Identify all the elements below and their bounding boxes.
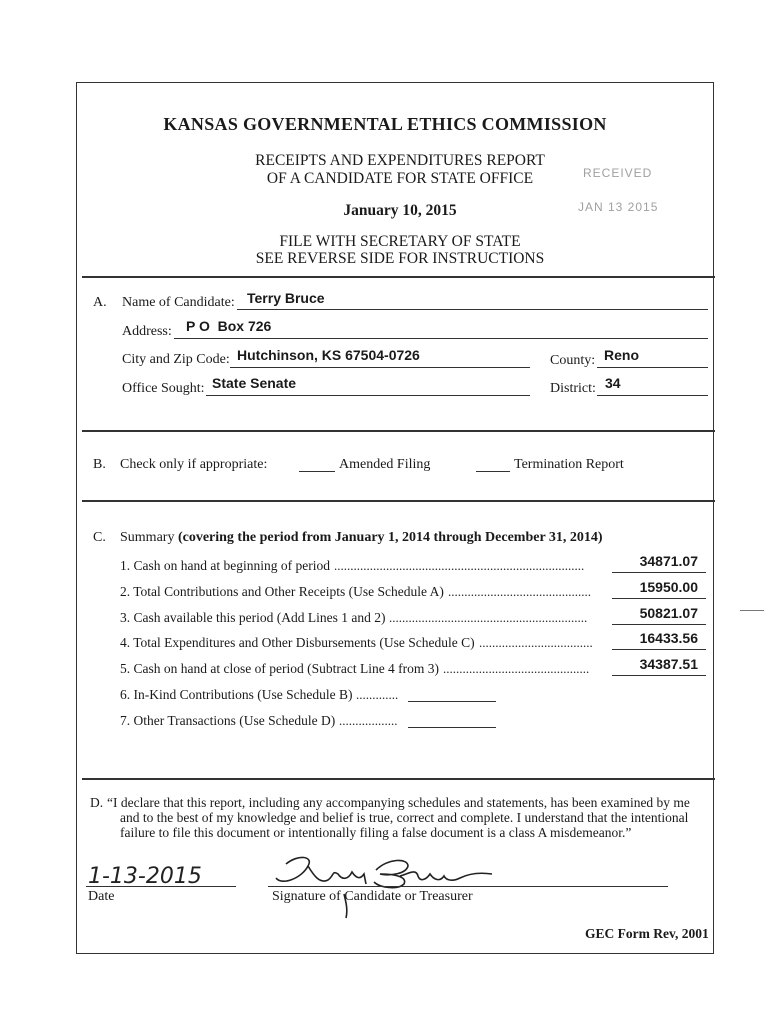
summary-line-label: 7. Other Transactions (Use Schedule D) bbox=[120, 712, 336, 728]
form-revision: GEC Form Rev, 2001 bbox=[585, 926, 709, 941]
handwritten-date bbox=[86, 857, 216, 889]
summary-line-value: 50821.07 bbox=[639, 604, 698, 621]
termination-checkbox-line[interactable] bbox=[476, 471, 510, 472]
value-underline bbox=[408, 727, 496, 728]
summary-line-value: 15950.00 bbox=[639, 578, 698, 595]
handwritten-date-text: 1-13-2015 bbox=[88, 864, 202, 889]
city-zip-value: Hutchinson, KS 67504-0726 bbox=[237, 347, 420, 363]
value-underline bbox=[612, 572, 706, 573]
address-label: Address: bbox=[122, 324, 172, 339]
value-underline bbox=[612, 649, 706, 650]
declaration-line1: “I declare that this report, including any accompanying schedules and statements, has been examined by me bbox=[107, 795, 690, 810]
summary-line-label: 2. Total Contributions and Other Receipts (Use Schedule A) bbox=[120, 583, 444, 599]
amended-filing-label: Amended Filing bbox=[339, 457, 431, 472]
district-value: 34 bbox=[605, 375, 621, 391]
report-date: January 10, 2015 bbox=[343, 202, 457, 219]
leader-dots: ............................................ bbox=[448, 583, 591, 599]
summary-line-label: 1. Cash on hand at beginning of period bbox=[120, 558, 330, 573]
address-value: P O Box 726 bbox=[186, 318, 272, 334]
summary-line-value: 16433.56 bbox=[639, 630, 698, 647]
summary-line-label: 5. Cash on hand at close of period (Subtract Line 4 from 3) bbox=[120, 661, 440, 677]
county-value: Reno bbox=[604, 347, 639, 363]
county-underline bbox=[597, 367, 708, 368]
section-c-letter: C. bbox=[93, 530, 106, 545]
office-underline bbox=[206, 395, 530, 396]
leader-dots: .................. bbox=[339, 712, 398, 728]
value-underline bbox=[612, 624, 706, 625]
leader-dots: ............. bbox=[356, 687, 399, 702]
section-a-letter: A. bbox=[93, 295, 107, 310]
value-underline bbox=[408, 701, 496, 702]
leader-dots: ............................................................. bbox=[389, 609, 588, 625]
divider bbox=[82, 500, 715, 502]
city-zip-label: City and Zip Code: bbox=[122, 352, 230, 367]
section-d-letter: D. bbox=[90, 795, 104, 810]
value-underline bbox=[612, 598, 706, 599]
candidate-name-label: Name of Candidate: bbox=[122, 295, 235, 310]
divider bbox=[82, 276, 715, 278]
summary-line-value: 34871.07 bbox=[639, 553, 698, 569]
candidate-name-value: Terry Bruce bbox=[247, 290, 325, 306]
summary-line-label: 6. In-Kind Contributions (Use Schedule B) bbox=[120, 687, 353, 702]
address-underline bbox=[174, 338, 708, 339]
summary-line-value: 34387.51 bbox=[639, 656, 698, 673]
leader-dots: ................................... bbox=[479, 635, 593, 651]
signature-label: Signature of Candidate or Treasurer bbox=[272, 889, 473, 904]
city-underline bbox=[230, 367, 530, 368]
summary-label bbox=[120, 530, 603, 546]
leader-dots: ............................................. bbox=[443, 661, 590, 677]
district-label: District: bbox=[550, 381, 596, 396]
report-title-line1: RECEIPTS AND EXPENDITURES REPORT bbox=[255, 152, 545, 169]
file-with-line: FILE WITH SECRETARY OF STATE bbox=[279, 233, 521, 250]
date-underline bbox=[86, 886, 236, 887]
divider bbox=[82, 430, 715, 432]
signature bbox=[268, 850, 508, 920]
received-stamp-date: JAN 13 2015 bbox=[578, 200, 659, 214]
check-label: Check only if appropriate: bbox=[120, 457, 268, 472]
summary-period: (covering the period from January 1, 2014 through December 31, 2014) bbox=[177, 530, 603, 545]
signature-underline bbox=[268, 886, 668, 887]
summary-prefix: Summary bbox=[120, 530, 178, 545]
instructions-line: SEE REVERSE SIDE FOR INSTRUCTIONS bbox=[255, 250, 545, 267]
name-underline bbox=[237, 309, 708, 310]
declaration-line2: and to the best of my knowledge and belief is true, correct and complete. I understand that the intentional bbox=[120, 810, 689, 825]
amended-checkbox-line[interactable] bbox=[299, 471, 335, 472]
divider bbox=[82, 778, 715, 780]
commission-title: KANSAS GOVERNMENTAL ETHICS COMMISSION bbox=[163, 114, 607, 134]
county-label: County: bbox=[550, 353, 596, 368]
leader-dots: ............................................................................. bbox=[334, 558, 585, 573]
district-underline bbox=[597, 395, 708, 396]
margin-mark bbox=[740, 610, 764, 611]
office-sought-label: Office Sought: bbox=[122, 381, 205, 396]
declaration-line3: failure to file this document or intentionally filing a false document is a class A misdemeanor.” bbox=[120, 825, 632, 840]
section-b-letter: B. bbox=[93, 457, 106, 472]
date-label: Date bbox=[88, 889, 115, 904]
termination-report-label: Termination Report bbox=[514, 457, 624, 472]
summary-line-label: 3. Cash available this period (Add Lines 1 and 2) bbox=[120, 609, 386, 625]
received-stamp: RECEIVED bbox=[583, 166, 653, 180]
office-sought-value: State Senate bbox=[212, 375, 297, 391]
value-underline bbox=[612, 675, 706, 676]
report-title-line2: OF A CANDIDATE FOR STATE OFFICE bbox=[266, 170, 534, 187]
summary-line-label: 4. Total Expenditures and Other Disbursements (Use Schedule C) bbox=[120, 635, 475, 651]
